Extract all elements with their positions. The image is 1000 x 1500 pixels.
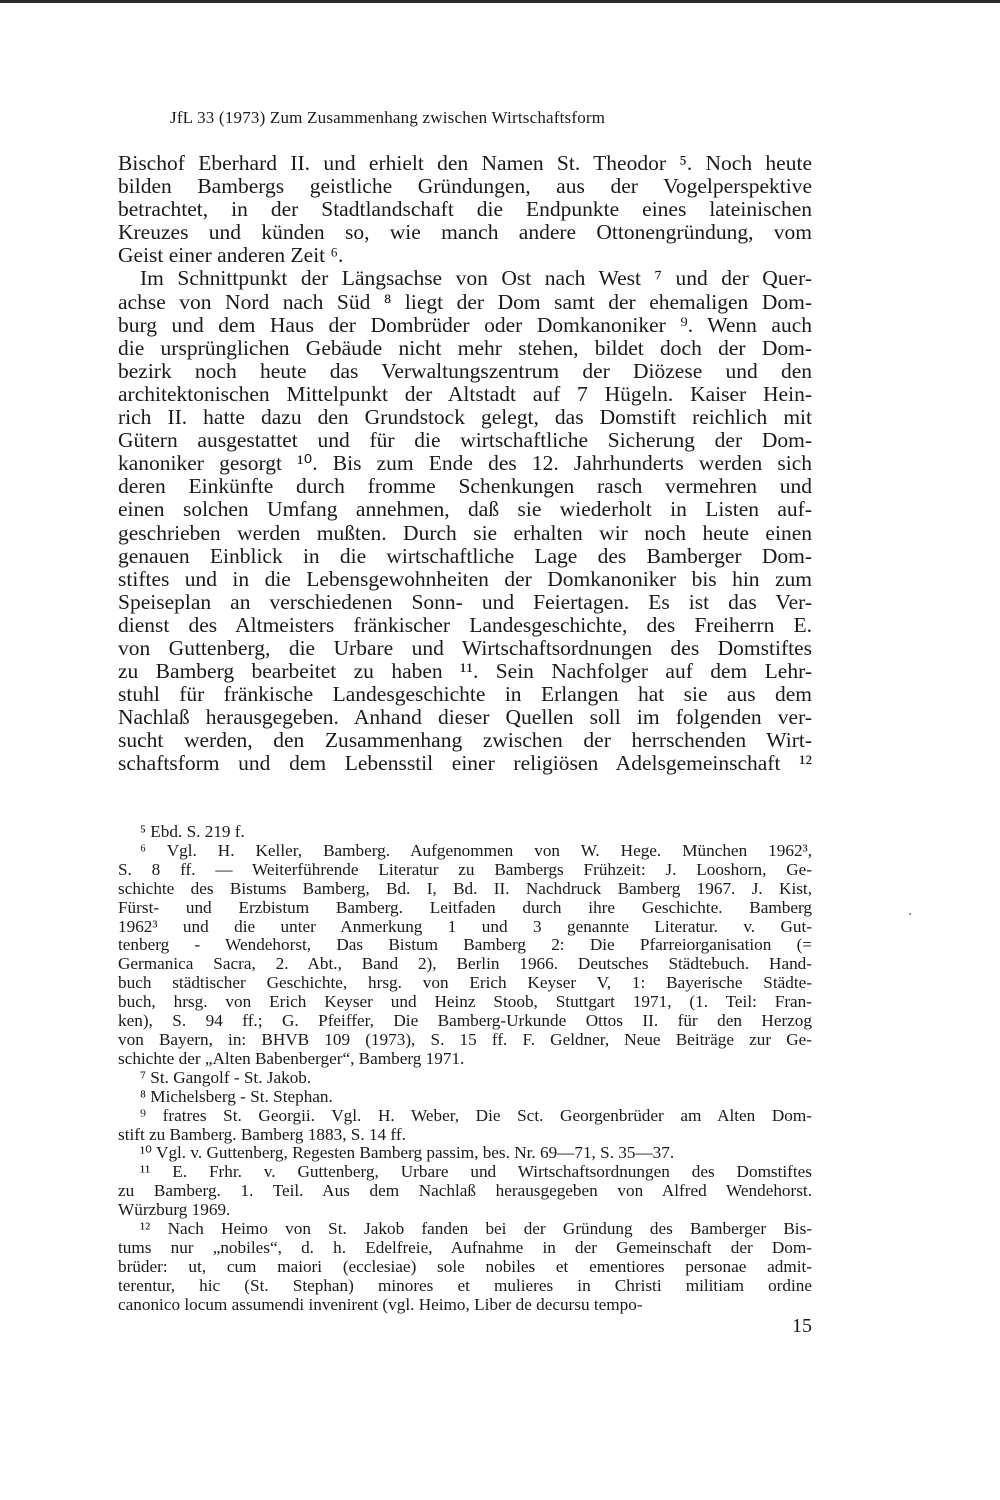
body-line: die ursprünglichen Gebäude nicht mehr stehen, bildet doch der Dom-: [118, 335, 812, 360]
footnote-line: tenberg - Wendehorst, Das Bistum Bamberg 2: Die Pfarreiorganisation (=: [118, 935, 812, 955]
footnote-line: schichte der „Alten Babenberger“, Bamberg 1971.: [118, 1048, 465, 1068]
body-line: genauen Einblick in die wirtschaftliche Lage des Bamberger Dom-: [118, 543, 812, 568]
body-line: einen solchen Umfang annehmen, daß sie wiederholt in Listen auf-: [118, 497, 812, 522]
footnote-line: canonico locum assumendi invenirent (vgl. Heimo, Liber de decursu tempo-: [118, 1294, 643, 1314]
footnote: [118, 1220, 812, 1315]
footnote-line: Germanica Sacra, 2. Abt., Band 2), Berlin 1966. Deutsches Städtebuch. Hand-: [118, 954, 812, 974]
body-line: stiftes und in die Lebensgewohnheiten der Domkanoniker bis hin zum: [118, 566, 812, 591]
footnote-line: ⁷ St. Gangolf - St. Jakob.: [140, 1067, 312, 1087]
body-line: Im Schnittpunkt der Längsachse von Ost nach West ⁷ und der Quer-: [140, 266, 812, 291]
scan-speck: [909, 913, 911, 915]
footnote-line: ⁹ fratres St. Georgii. Vgl. H. Weber, Die Sct. Georgenbrüder am Alten Dom-: [140, 1105, 812, 1125]
body-line: bezirk noch heute das Verwaltungszentrum der Diözese und den: [118, 358, 812, 383]
footnote-line: ¹² Nach Heimo von St. Jakob fanden bei der Gründung des Bamberger Bis-: [140, 1219, 812, 1239]
body-line: Speiseplan an verschiedenen Sonn- und Feiertagen. Es ist das Ver-: [118, 589, 812, 614]
body-line: schaftsform und dem Lebensstil einer religiösen Adelsgemeinschaft ¹²: [118, 751, 812, 776]
body-line: betrachtet, in der Stadtlandschaft die Endpunkte eines lateinischen: [118, 197, 812, 222]
footnote-line: ¹¹ E. Frhr. v. Guttenberg, Urbare und Wirtschaftsordnungen des Domstiftes: [140, 1162, 812, 1182]
body-line: architektonischen Mittelpunkt der Altstadt auf 7 Hügeln. Kaiser Hein-: [118, 381, 812, 406]
body-line: sucht werden, den Zusammenhang zwischen der herrschenden Wirt-: [118, 728, 812, 753]
footnote: [118, 823, 812, 842]
running-head: JfL 33 (1973) Zum Zusammenhang zwischen Wirtschaftsform: [170, 108, 606, 127]
footnotes-block: [118, 823, 812, 1315]
top-border-rule: [0, 0, 1000, 3]
footnote: [118, 1144, 812, 1163]
footnote-line: S. 8 ff. — Weiterführende Literatur zu Bambergs Frühzeit: J. Looshorn, Ge-: [118, 859, 812, 879]
body-line: Nachlaß herausgegeben. Anhand dieser Quellen soll im folgenden ver-: [118, 705, 812, 730]
body-line: deren Einkünfte durch fromme Schenkungen rasch vermehren und: [118, 474, 812, 499]
body-line: Gütern ausgestattet und für die wirtschaftliche Sicherung der Dom-: [118, 428, 812, 453]
body-line: Bischof Eberhard II. und erhielt den Namen St. Theodor ⁵. Noch heute: [118, 151, 812, 175]
body-line: kanoniker gesorgt ¹⁰. Bis zum Ende des 12. Jahrhunderts werden sich: [118, 451, 812, 476]
footnote-line: schichte des Bistums Bamberg, Bd. I, Bd. II. Nachdruck Bamberg 1967. J. Kist,: [118, 878, 812, 898]
footnote-line: Würzburg 1969.: [118, 1200, 231, 1220]
footnote-line: 1962³ und die unter Anmerkung 1 und 3 genannte Literatur. v. Gut-: [118, 916, 812, 936]
footnote: [118, 1107, 812, 1145]
page-number: 15: [792, 1315, 812, 1337]
footnote-line: brüder: ut, cum maiori (ecclesiae) sole nobiles et ementiores personae admit-: [118, 1256, 812, 1276]
footnote-line: von Bayern, in: BHVB 109 (1973), S. 15 ff. F. Geldner, Neue Beiträge zur Ge-: [118, 1029, 812, 1049]
footnote-line: stift zu Bamberg. Bamberg 1883, S. 14 ff.: [118, 1124, 406, 1144]
body-line: stuhl für fränkische Landesgeschichte in Erlangen hat sie aus dem: [118, 682, 812, 707]
footnote-line: ⁸ Michelsberg - St. Stephan.: [140, 1086, 333, 1106]
footnote: [118, 842, 812, 1069]
body-line: bilden Bambergs geistliche Gründungen, aus der Vogelperspektive: [118, 174, 812, 199]
footnote-line: ken), S. 94 ff.; G. Pfeiffer, Die Bamberg-Urkunde Ottos II. für den Herzog: [118, 1011, 812, 1031]
footnote-line: ¹⁰ Vgl. v. Guttenberg, Regesten Bamberg passim, bes. Nr. 69—71, S. 35—37.: [140, 1143, 675, 1163]
footnote: [118, 1069, 812, 1088]
footnote-line: buch städtischer Geschichte, hrsg. von Erich Keyser V, 1: Bayerische Städte-: [118, 973, 812, 993]
footnote: [118, 1163, 812, 1220]
body-line: Kreuzes und künden so, wie manch andere Ottonengründung, vom: [118, 220, 812, 245]
body-line: von Guttenberg, die Urbare und Wirtschaftsordnungen des Domstiftes: [118, 635, 812, 660]
footnote: [118, 1088, 812, 1107]
body-line: Geist einer anderen Zeit ⁶.: [118, 243, 344, 268]
body-line: achse von Nord nach Süd ⁸ liegt der Dom samt der ehemaligen Dom-: [118, 289, 812, 314]
footnote-line: zu Bamberg. 1. Teil. Aus dem Nachlaß herausgegeben von Alfred Wendehorst.: [118, 1181, 812, 1201]
body-line: burg und dem Haus der Dombrüder oder Domkanoniker ⁹. Wenn auch: [118, 312, 812, 337]
body-line: zu Bamberg bearbeitet zu haben ¹¹. Sein Nachfolger auf dem Lehr-: [118, 659, 812, 684]
footnote-line: buch, hrsg. von Erich Keyser und Heinz Stoob, Stuttgart 1971, (1. Teil: Fran-: [118, 992, 812, 1012]
footnote-line: tums nur „nobiles“, d. h. Edelfreie, Aufnahme in der Gemeinschaft der Dom-: [118, 1237, 812, 1257]
main-text-block: [118, 152, 812, 776]
body-line: rich II. hatte dazu den Grundstock gelegt, das Domstift reichlich mit: [118, 405, 812, 430]
footnote-line: terentur, hic (St. Stephan) minores et mulieres in Christi militiam ordine: [118, 1275, 812, 1295]
body-line: geschrieben werden mußten. Durch sie erhalten wir noch heute einen: [118, 520, 812, 545]
footnote-line: ⁶ Vgl. H. Keller, Bamberg. Aufgenommen von W. Hege. München 1962³,: [140, 840, 812, 860]
body-line: dienst des Altmeisters fränkischer Landesgeschichte, des Freiherrn E.: [118, 612, 812, 637]
footnote-line: Fürst- und Erzbistum Bamberg. Leitfaden durch ihre Geschichte. Bamberg: [118, 897, 812, 917]
footnote-line: ⁵ Ebd. S. 219 f.: [140, 822, 245, 841]
